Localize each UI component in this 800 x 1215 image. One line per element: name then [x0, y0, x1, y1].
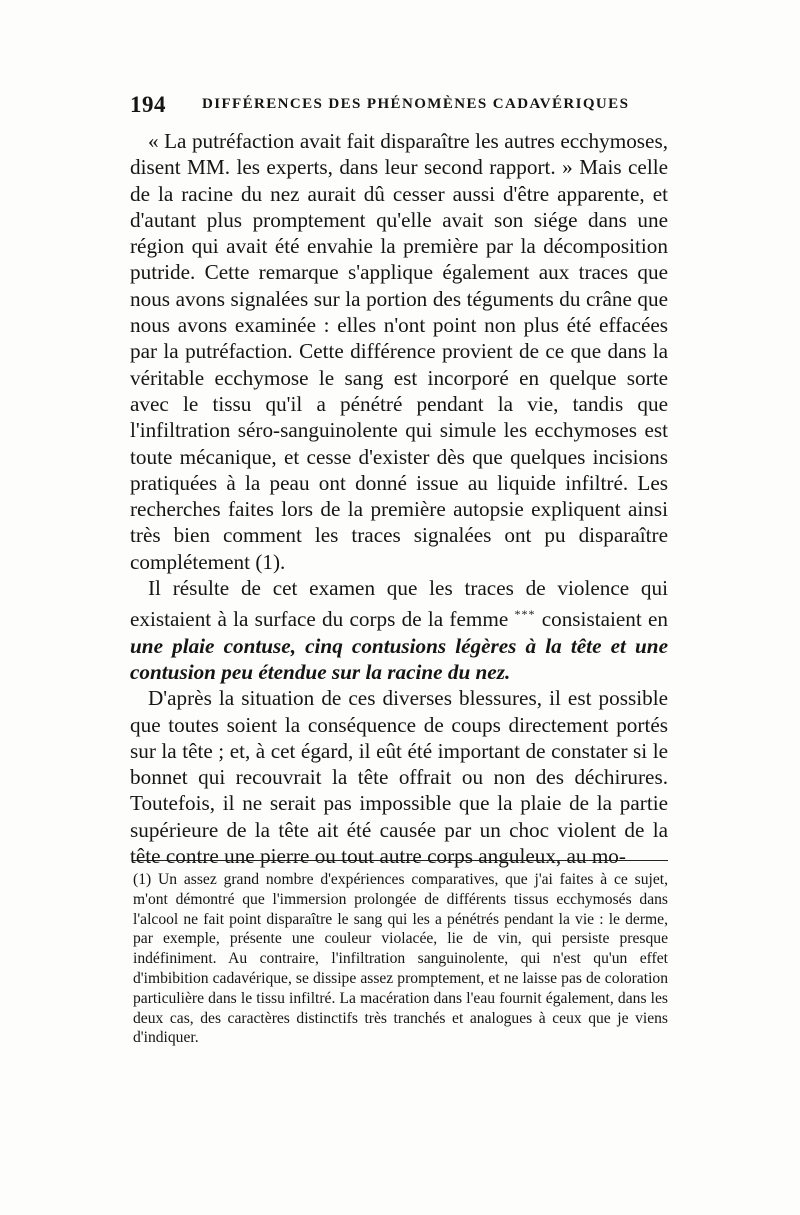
footnote-text: (1) Un assez grand nombre d'expériences comparatives, que j'ai faites à ce sujet, m'ont démontré que l'immersion prolongée de différents tissus ecchymosés dans l'alcool ne fait point disparaître le sang qui les a pénétrés pendant la vie : le derme, par exemple, présente une couleur violacée, lie de vin, qui persiste presque indéfiniment. Au contraire, l'infiltration sanguinolente, qui n'est qu'un effet d'imbibition cadavérique, se dissipe assez promptement, et ne laisse pas de coloration particulière dans le tissu infiltré. La macération dans l'eau fournit également, dans les deux cas, des caractères distinctifs très tranchés et analogues à ceux que je viens d'indiquer.	[133, 871, 668, 1047]
main-text	[130, 128, 668, 869]
paragraph	[130, 575, 668, 685]
page-number: 194	[130, 92, 166, 117]
paragraph-text: Il résulte de cet examen que les traces de violence qui existaient à la surface du corps de la femme	[130, 576, 668, 632]
asterisks-mark: ***	[514, 607, 536, 622]
paragraph-text: consistaient en	[541, 607, 668, 632]
running-title: DIFFÉRENCES DES PHÉNOMÈNES CADAVÉRIQUES	[202, 96, 630, 112]
footnote	[133, 870, 668, 1048]
paragraph: « La putréfaction avait fait disparaître les autres ecchymoses, disent MM. les experts, dans leur second rapport. » Mais celle de la racine du nez aurait dû cesser aussi d'être apparente, et d'autant plus promptement qu'elle avait son siége dans une région qui avait été envahie la première par la décomposition putride. Cette remarque s'applique également aux traces que nous avons signalées sur la portion des téguments du crâne que nous avons examinée : elles n'ont point non plus été effacées par la putréfaction. Cette différence provient de ce que dans la véritable ecchymose le sang est incorporé en quelque sorte avec le tissu qu'il a pénétré pendant la vie, tandis que l'infiltration séro-sanguinolente qui simule les ecchymoses est toute mécanique, et cesse d'exister dès que quelques incisions pratiquées à la peau ont donné issue au liquide infiltré. Les recherches faites lors de la première autopsie expliquent ainsi très bien comment les traces signalées ont pu disparaître complétement (1).	[130, 129, 668, 574]
page-header	[130, 92, 670, 122]
paragraph: D'après la situation de ces diverses blessures, il est possible que toutes soient la conséquence de coups directement portés sur la tête ; et, à cet égard, il eût été important de constater si le bonnet qui recouvrait la tête offrait ou non des déchirures. Toutefois, il ne serait pas impossible que la plaie de la partie supérieure de la tête ait été causée par un choc violent de la tête contre une pierre ou tout autre corps anguleux, au mo-	[130, 686, 668, 869]
italic-emphasis: une plaie contuse, cinq contusions légères à la tête et une contusion peu étendue sur la racine du nez.	[130, 633, 668, 684]
footnote-divider	[133, 860, 668, 861]
